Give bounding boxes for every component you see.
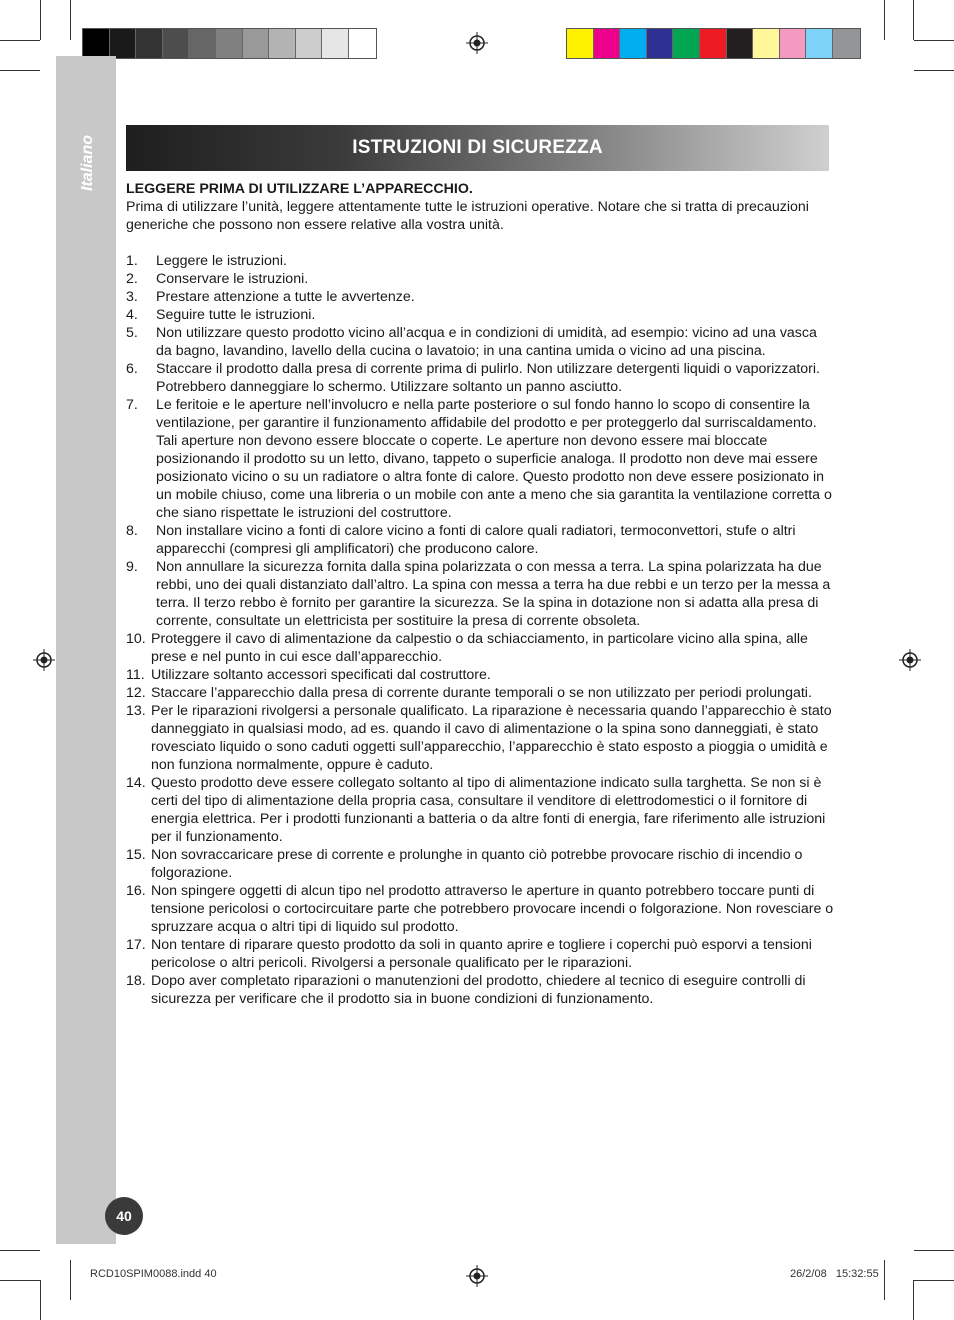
crop-mark — [914, 1250, 954, 1251]
list-item-number: 3. — [126, 289, 138, 305]
color-swatch — [243, 29, 270, 58]
color-swatch — [700, 29, 727, 58]
list-item-number: 10. — [126, 631, 146, 647]
list-item — [126, 846, 836, 882]
list-item — [126, 630, 836, 666]
crop-mark — [914, 40, 954, 41]
registration-mark-icon — [33, 649, 55, 671]
color-swatch — [806, 29, 833, 58]
color-swatch — [322, 29, 349, 58]
list-item — [126, 270, 836, 288]
crop-mark — [70, 0, 71, 40]
color-swatch — [620, 29, 647, 58]
list-item — [126, 666, 836, 684]
crop-mark — [914, 1280, 954, 1281]
list-item — [126, 702, 836, 774]
list-item — [126, 288, 836, 306]
list-item — [126, 360, 836, 396]
list-item-text: Le feritoie e le aperture nell’involucro e nella parte posteriore o sul fondo hanno lo scopo di consentire la ventilazione, per garantire il funzionamento affidabile del prodotto e per proteggerlo dal surriscaldamento. Tali aperture non devono essere bloccate o coperte. Le aperture non devono essere mai bloccate posizionando il prodotto su un letto, divano, tappeto o superficie analoga. Il prodotto non deve mai essere posizionato vicino o su un radiatore o altra fonte di calore. Questo prodotto non deve essere posizionato in un mobile chiuso, come una libreria o un mobile con ante a meno che sia garantita la ventilazione corretta o che siano rispettate le istruzioni del costruttore. — [156, 397, 832, 521]
list-item — [126, 396, 836, 522]
list-item-text: Utilizzare soltanto accessori specificati dal costruttore. — [151, 667, 491, 683]
color-swatch — [163, 29, 190, 58]
color-swatch — [673, 29, 700, 58]
crop-mark — [0, 1280, 40, 1281]
safety-list — [126, 252, 836, 1008]
crop-mark — [913, 1280, 914, 1320]
list-item-number: 2. — [126, 271, 138, 287]
list-item-text: Proteggere il cavo di alimentazione da calpestio o da schiacciamento, in particolare vicino alla spina, alle prese e nel punto in cui esce dall’apparecchio. — [151, 631, 808, 665]
crop-mark — [0, 40, 40, 41]
list-item-text: Non sovraccaricare prese di corrente e prolunghe in quanto ciò potrebbe provocare rischio di incendio o folgorazione. — [151, 847, 803, 881]
list-item-number: 18. — [126, 973, 146, 989]
list-item-number: 1. — [126, 253, 138, 269]
list-item-text: Staccare il prodotto dalla presa di corrente prima di pulirlo. Non utilizzare detergenti liquidi o vaporizzatori. Potrebbero danneggiare lo schermo. Utilizzare soltanto un panno asciutto. — [156, 361, 820, 395]
color-swatch — [727, 29, 754, 58]
crop-mark — [913, 0, 914, 40]
list-item-number: 14. — [126, 775, 146, 791]
list-item-text: Non installare vicino a fonti di calore vicino a fonti di calore quali radiatori, termoconvettori, stufe o altri apparecchi (compresi gli amplificatori) che producono calore. — [156, 523, 796, 557]
list-item-number: 9. — [126, 559, 138, 575]
list-item-number: 8. — [126, 523, 138, 539]
list-item-number: 16. — [126, 883, 146, 899]
crop-mark — [884, 1260, 885, 1300]
color-swatch — [753, 29, 780, 58]
file-info: RCD10SPIM0088.indd 40 — [90, 1268, 217, 1280]
crop-mark — [40, 0, 41, 40]
list-item — [126, 558, 836, 630]
color-swatch — [216, 29, 243, 58]
side-band — [56, 56, 116, 1244]
color-swatch — [780, 29, 807, 58]
section-header — [126, 125, 829, 171]
list-item-text: Prestare attenzione a tutte le avvertenze. — [156, 289, 415, 305]
list-item-text: Non tentare di riparare questo prodotto da soli in quanto aprire e togliere i coperchi può esporvi a tensioni pericolose o altri pericoli. Rivolgersi a personale qualificato per le riparazioni. — [151, 937, 812, 971]
list-item-text: Staccare l’apparecchio dalla presa di corrente durante temporali o se non utilizzato per periodi prolungati. — [151, 685, 812, 701]
list-item-number: 7. — [126, 397, 138, 413]
list-item-text: Dopo aver completato riparazioni o manutenzioni del prodotto, chiedere al tecnico di eseguire controlli di sicurezza per verificare che il prodotto sia in buone condizioni di funzionamento. — [151, 973, 806, 1007]
color-swatch — [296, 29, 323, 58]
list-item-text: Seguire tutte le istruzioni. — [156, 307, 316, 323]
page-number: 40 — [105, 1197, 143, 1235]
crop-mark — [70, 1260, 71, 1300]
list-item-number: 6. — [126, 361, 138, 377]
list-item-number: 17. — [126, 937, 146, 953]
list-item — [126, 684, 836, 702]
color-swatch — [269, 29, 296, 58]
color-swatch — [567, 29, 594, 58]
list-item-number: 11. — [126, 667, 145, 683]
crop-mark — [40, 1280, 41, 1320]
list-item-number: 5. — [126, 325, 138, 341]
crop-mark — [0, 1250, 40, 1251]
list-item-text: Non utilizzare questo prodotto vicino all’acqua e in condizioni di umidità, ad esempio: vicino ad una vasca da bagno, lavandino, lavello della cucina o lavatoio; in una cantina umida o vicino ad una piscina. — [156, 325, 817, 359]
intro-text: Prima di utilizzare l’unità, leggere attentamente tutte le istruzioni operative. Notare che si tratta di precauzioni generiche che possono non essere relative alla vostra unità. — [126, 199, 809, 233]
intro-heading: LEGGERE PRIMA DI UTILIZZARE L’APPARECCHIO. — [126, 181, 473, 197]
color-swatch — [349, 29, 376, 58]
list-item-number: 12. — [126, 685, 146, 701]
color-swatch — [110, 29, 137, 58]
color-swatch — [83, 29, 110, 58]
list-item — [126, 324, 836, 360]
list-item-number: 15. — [126, 847, 146, 863]
list-item — [126, 252, 836, 270]
crop-mark — [884, 0, 885, 40]
list-item-text: Per le riparazioni rivolgersi a personale qualificato. La riparazione è necessaria quando l’apparecchio è stato danneggiato in qualsiasi modo, ad es. quando il cavo di alimentazione o la spina sono danneggiati, è stato rovesciato liquido o sono caduti oggetti sull’apparecchio, l’apparecchio è stato esposto a pioggia o umidità e non funziona normalmente, oppure è caduto. — [151, 703, 832, 773]
grayscale-bar — [82, 28, 377, 59]
list-item — [126, 936, 836, 972]
color-swatch — [189, 29, 216, 58]
list-item — [126, 306, 836, 324]
language-label: Italiano — [79, 135, 96, 192]
timestamp: 26/2/08 15:32:55 — [790, 1268, 879, 1280]
list-item-text: Questo prodotto deve essere collegato soltanto al tipo di alimentazione indicato sulla targhetta. Se non si è certi del tipo di alimentazione della propria casa, consultare il venditore di elettrodomestici o il fornitore di energia elettrica. Per i prodotti funzionanti a batteria o da altre fonti di energia, fare riferimento alle istruzioni per il funzionamento. — [151, 775, 826, 845]
color-swatch — [833, 29, 860, 58]
registration-mark-icon — [466, 1265, 488, 1287]
crop-mark — [914, 70, 954, 71]
color-swatch — [594, 29, 621, 58]
list-item — [126, 774, 836, 846]
document-body — [126, 180, 836, 1008]
list-item — [126, 882, 836, 936]
list-item-text: Non spingere oggetti di alcun tipo nel prodotto attraverso le aperture in quanto potrebbero toccare punti di tensione pericolosi o cortocircuitare parte che potrebbero provocare incendi o folgorazione. Non rovesciare o spruzzare acqua o altri tipi di liquido sul prodotto. — [151, 883, 834, 935]
color-swatch — [647, 29, 674, 58]
list-item — [126, 522, 836, 558]
list-item-text: Non annullare la sicurezza fornita dalla spina polarizzata o con messa a terra. La spina polarizzata ha due rebbi, uno dei quali distanziato dall’altro. La spina con messa a terra ha due rebbi e un terzo per la messa a terra. Il terzo rebbo è fornito per garantire la sicurezza. Se la spina in dotazione non si adatta alla presa di corrente, consultate un elettricista per sostituire la presa di corrente obsoleta. — [156, 559, 831, 629]
list-item-number: 4. — [126, 307, 138, 323]
list-item-number: 13. — [126, 703, 146, 719]
crop-mark — [0, 70, 40, 71]
registration-mark-icon — [899, 649, 921, 671]
list-item — [126, 972, 836, 1008]
registration-mark-icon — [466, 32, 488, 54]
page-title: ISTRUZIONI DI SICUREZZA — [352, 137, 603, 158]
color-swatch — [136, 29, 163, 58]
color-bar — [566, 28, 861, 59]
list-item-text: Leggere le istruzioni. — [156, 253, 287, 269]
list-item-text: Conservare le istruzioni. — [156, 271, 309, 287]
